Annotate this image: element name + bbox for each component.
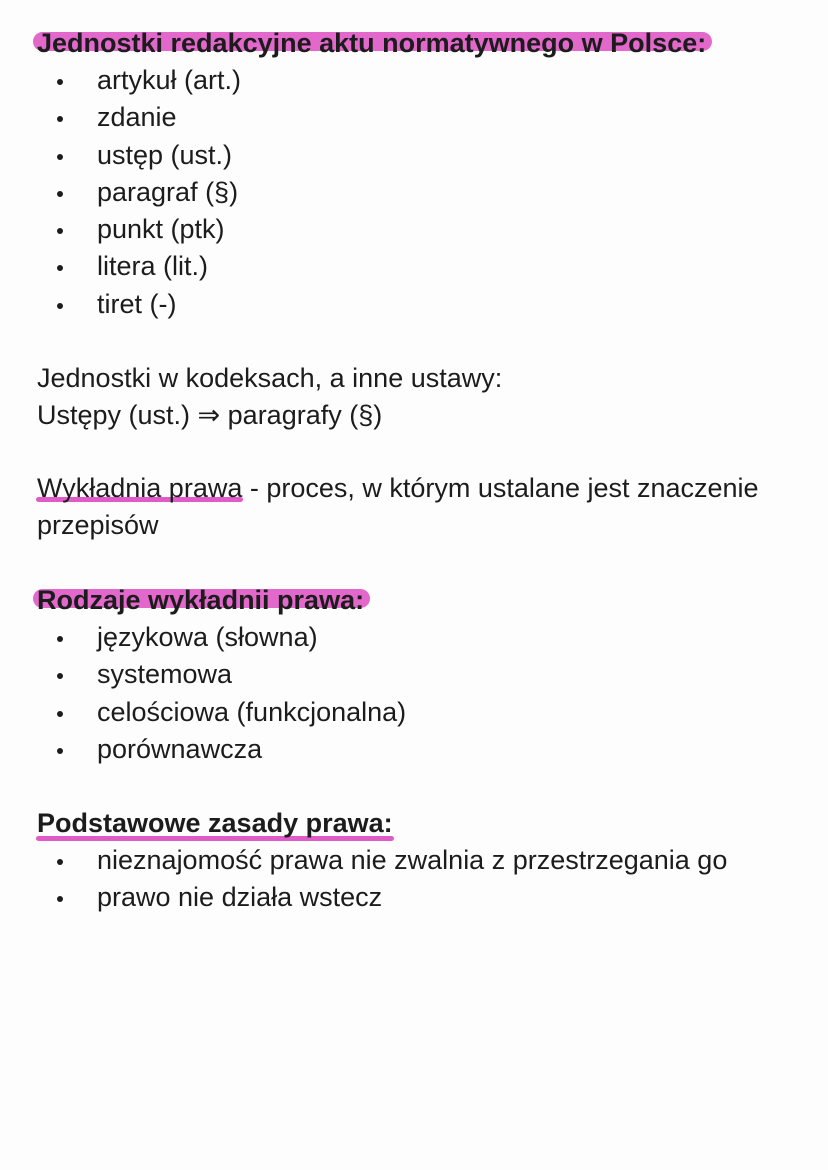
bullet-icon: [57, 228, 63, 234]
section-law-principles: [37, 805, 727, 917]
bullet-icon: [57, 191, 63, 197]
list-item: językowa (słowna): [37, 619, 406, 656]
heading-interpretation-types: Rodzaje wykładnii prawa:: [37, 582, 364, 619]
list-item: punkt (ptk): [37, 211, 706, 248]
interpretation-definition-line-2: przepisów: [37, 510, 159, 540]
bullet-icon: [57, 303, 63, 309]
bullet-icon: [57, 896, 63, 902]
list-item: porównawcza: [37, 731, 406, 768]
bullet-icon: [57, 636, 63, 642]
heading-law-principles: Podstawowe zasady prawa:: [37, 805, 393, 842]
section-interpretation-definition: [37, 470, 759, 544]
interpretation-definition-line-1: [37, 470, 759, 507]
list-item: artykuł (art.): [37, 62, 706, 99]
bullet-icon: [57, 711, 63, 717]
redaction-units-list: [37, 62, 706, 323]
list-item: paragraf (§): [37, 174, 706, 211]
list-item: zdanie: [37, 99, 706, 136]
definition-text: - proces, w którym ustalane jest znaczenie: [242, 473, 759, 503]
list-item: tiret (-): [37, 286, 706, 323]
section-codes: [37, 360, 502, 434]
codes-line-2: Ustępy (ust.) ⇒ paragrafy (§): [37, 400, 383, 430]
bullet-icon: [57, 859, 63, 865]
codes-line-1: Jednostki w kodeksach, a inne ustawy:: [37, 363, 503, 393]
bullet-icon: [57, 154, 63, 160]
heading-redaction-units: Jednostki redakcyjne aktu normatywnego w Polsce:: [37, 25, 706, 62]
bullet-icon: [57, 265, 63, 271]
bullet-icon: [57, 748, 63, 754]
term-interpretation: Wykładnia prawa: [37, 473, 243, 503]
bullet-icon: [57, 673, 63, 679]
law-principles-list: [37, 842, 727, 917]
list-item: nieznajomość prawa nie zwalnia z przestrzegania go: [37, 842, 727, 879]
bullet-icon: [57, 79, 63, 85]
section-interpretation-types: [37, 582, 406, 768]
interpretation-types-list: [37, 619, 406, 768]
list-item: celościowa (funkcjonalna): [37, 694, 406, 731]
list-item: ustęp (ust.): [37, 137, 706, 174]
list-item: litera (lit.): [37, 248, 706, 285]
list-item: prawo nie działa wstecz: [37, 879, 727, 916]
section-redaction-units: [37, 25, 706, 323]
bullet-icon: [57, 116, 63, 122]
list-item: systemowa: [37, 656, 406, 693]
